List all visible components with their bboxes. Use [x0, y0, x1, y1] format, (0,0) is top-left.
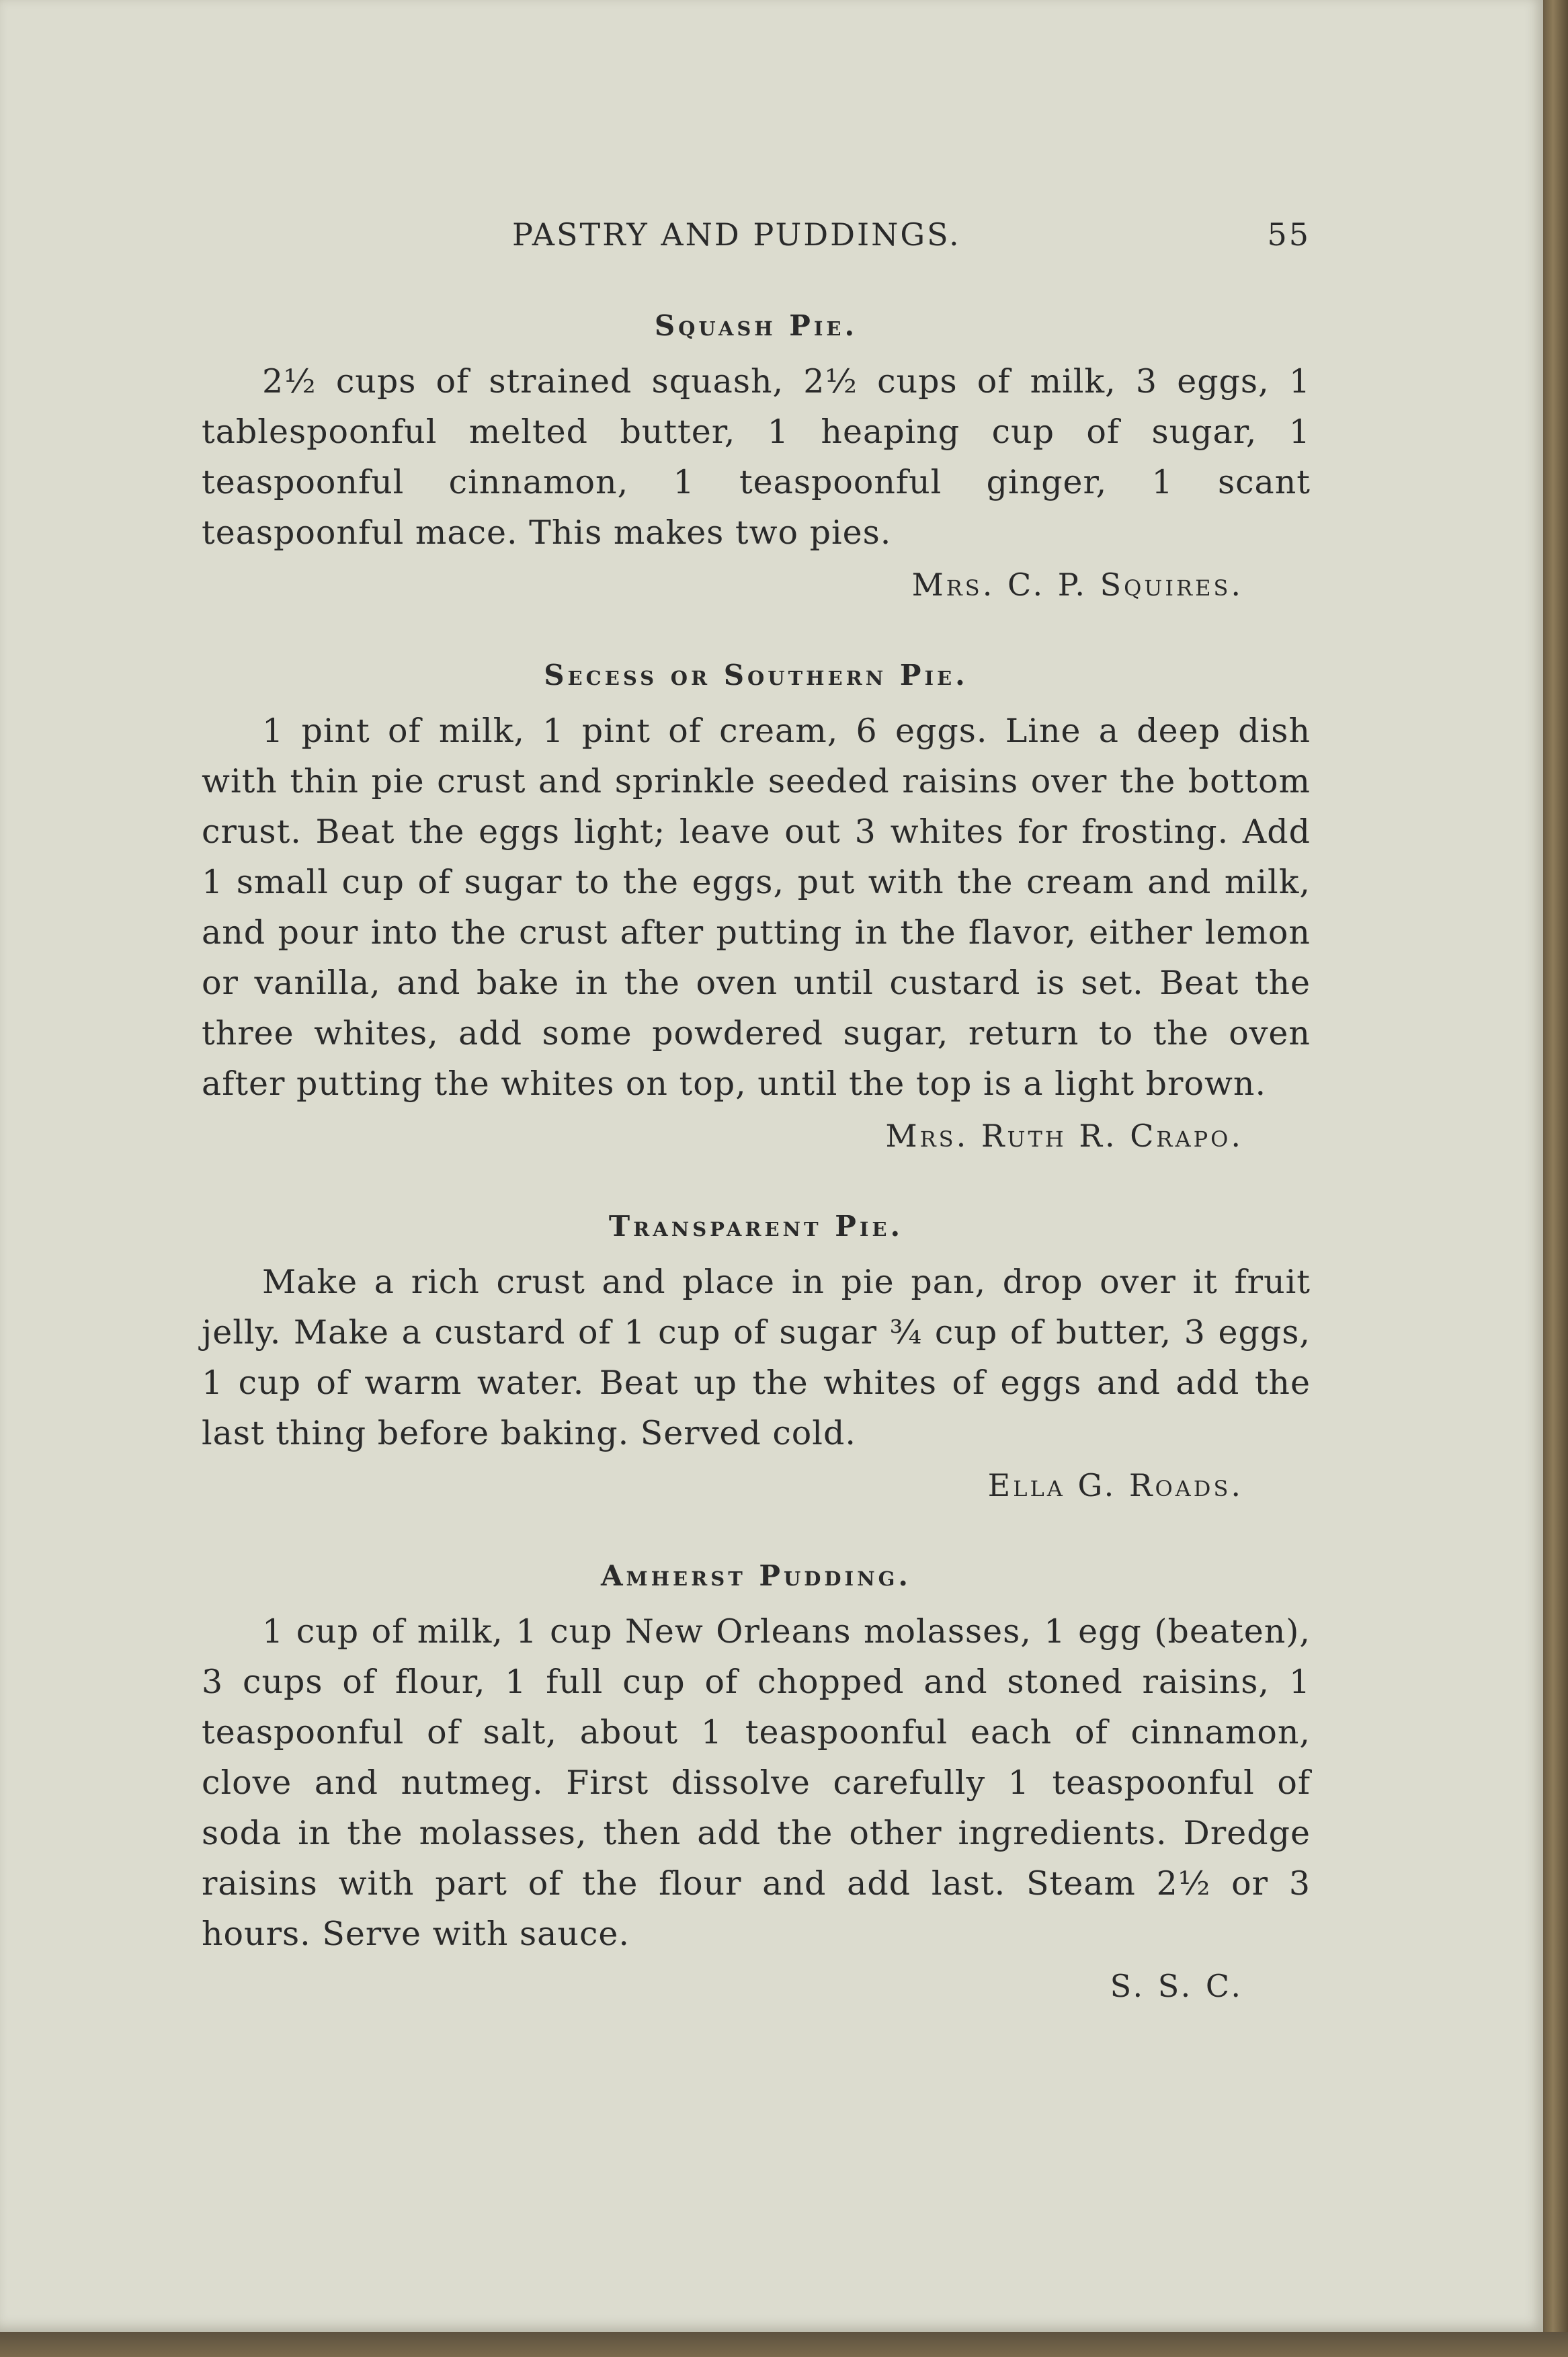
recipe-attribution: S. S. C.: [1110, 1968, 1243, 2004]
page-header: [202, 216, 1311, 263]
recipe-title: Amherst Pudding.: [600, 1559, 912, 1592]
running-title: PASTRY AND PUDDINGS.: [512, 216, 961, 253]
recipe-transparent-pie: [202, 1196, 1311, 1512]
recipe-attribution: Mrs. C. P. Squires.: [911, 567, 1243, 603]
book-edge-right: [1543, 0, 1568, 2357]
recipe-squash-pie: [202, 296, 1311, 612]
recipe-secess-pie: [202, 645, 1311, 1163]
recipe-title: Secess or Southern Pie.: [544, 659, 968, 692]
recipe-text: 1 cup of milk, 1 cup New Orleans molasses, 1 egg (beaten), 3 cups of flour, 1 full cup of chopped and stoned raisins, 1 teaspoonful of salt, about 1 teaspoonful each of cinnamon, clove and nutmeg. First dissolve carefully 1 teaspoonful of soda in the molasses, then add the other ingredients. Dredge raisins with part of the flour and add last. Steam 2½ or 3 hours. Serve with sauce.: [202, 1612, 1311, 1953]
recipe-text: 1 pint of milk, 1 pint of cream, 6 eggs. Line a deep dish with thin pie crust and sprinkle seeded raisins over the bottom crust. Beat the eggs light; leave out 3 whites for frosting. Add 1 small cup of sugar to the eggs, put with the cream and milk, and pour into the crust after putting in the flavor, either lemon or vanilla, and bake in the oven until custard is set. Beat the three whites, add some powdered sugar, return to the oven after putting the whites on top, until the top is a light brown.: [202, 712, 1311, 1103]
recipe-attribution: Mrs. Ruth R. Crapo.: [885, 1118, 1243, 1154]
recipe-title: Squash Pie.: [654, 309, 858, 342]
recipe-amherst-pudding: [202, 1546, 1311, 2013]
book-edge-bottom: [0, 2332, 1568, 2357]
recipe-title: Transparent Pie.: [608, 1210, 904, 1243]
recipe-attribution: Ella G. Roads.: [987, 1467, 1243, 1503]
recipe-text: 2½ cups of strained squash, 2½ cups of milk, 3 eggs, 1 tablespoonful melted butter, 1 heaping cup of sugar, 1 teaspoonful cinnamon, 1 teaspoonful ginger, 1 scant teaspoonful mace. This makes two pies.: [202, 362, 1311, 552]
page-number: 55: [1267, 216, 1311, 253]
recipe-text: Make a rich crust and place in pie pan, drop over it fruit jelly. Make a custard of 1 cup of sugar ¾ cup of butter, 3 eggs, 1 cup of warm water. Beat up the whites of eggs and add the last thing before baking. Served cold.: [202, 1263, 1311, 1452]
page-body: [202, 296, 1311, 2046]
